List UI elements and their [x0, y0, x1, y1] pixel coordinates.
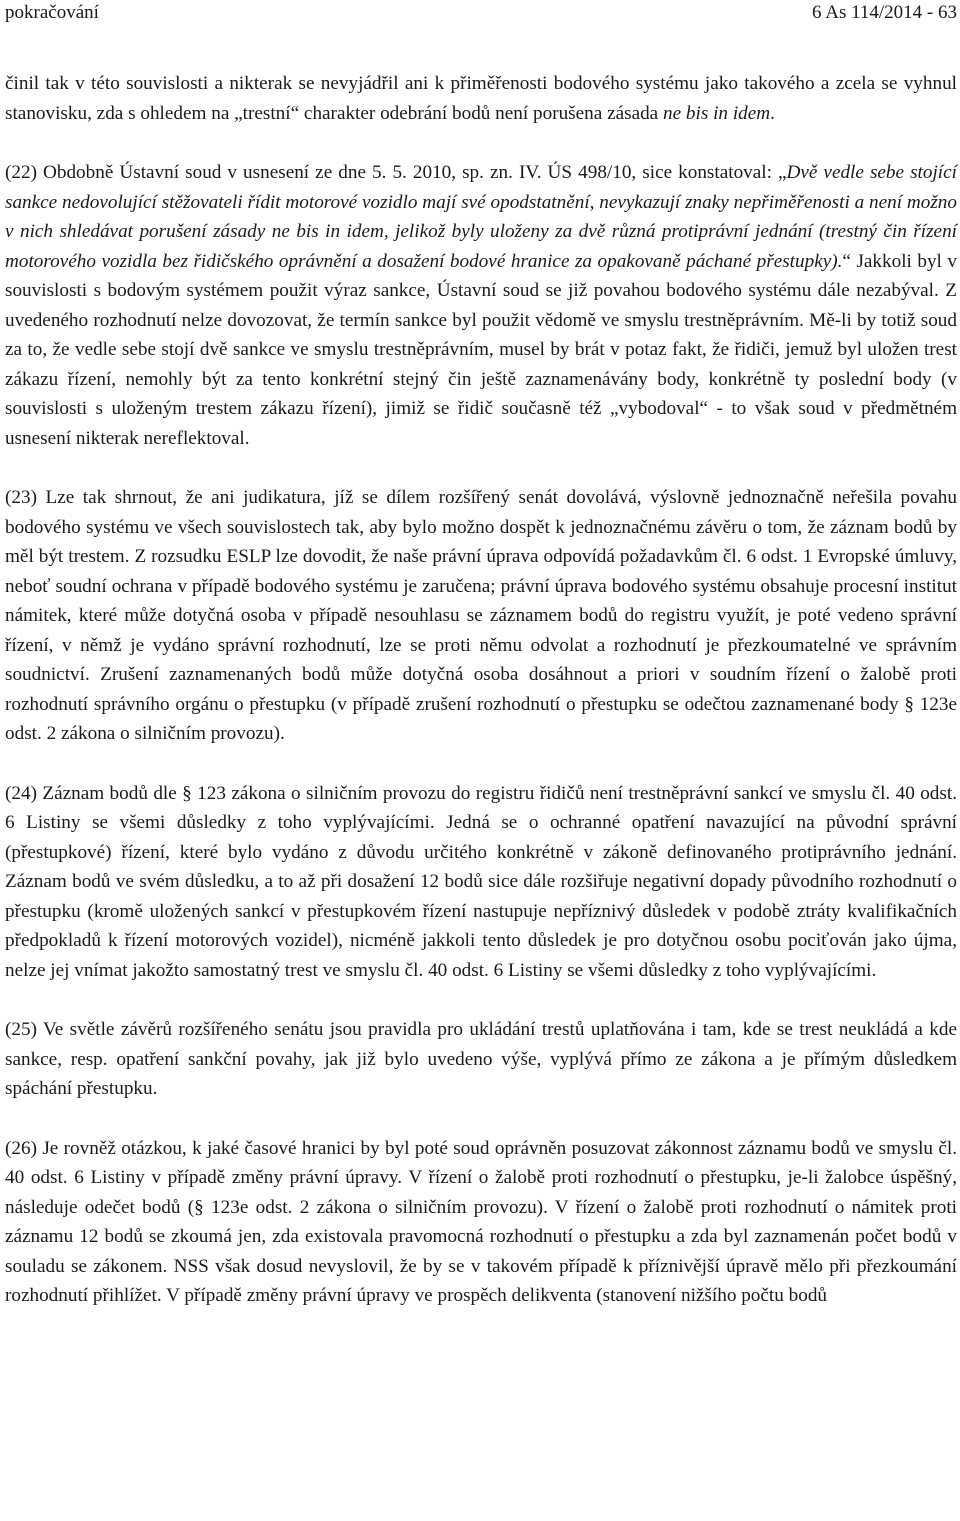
text-run: (22) Obdobně Ústavní soud v usnesení ze dne 5. 5. 2010, sp. zn. IV. ÚS 498/10, sice konstatoval: „ — [5, 162, 787, 183]
header-case-number: 6 As 114/2014 - 63 — [812, 2, 957, 23]
paragraph-continuation — [5, 69, 957, 128]
document-body — [5, 69, 957, 1311]
text-run: (23) Lze tak shrnout, že ani judikatura, jíž se dílem rozšířený senát dovolává, výslovně jednoznačně neřešila povahu bodového systému ve všech souvislostech tak, aby bylo možno dospět k jednoznačnému závěru o tom, že záznam bodů by měl být trestem. Z rozsudku ESLP lze dovodit, že naše právní úprava odpovídá požadavkům čl. 6 odst. 1 Evropské úmluvy, neboť soudní ochrana v případě bodového systému je zaručena; právní úprava bodového systému obsahuje procesní institut námitek, které může dotyčná osoba v případě nesouhlasu se záznamem bodů do registru využít, je poté vedeno správní řízení, v němž je vydáno správní rozhodnutí, lze se proti němu odvolat a rozhodnutí je přezkoumatelné ve správním soudnictví. Zrušení zaznamenaných bodů může dotyčná osoba dosáhnout a priori v soudním řízení o žalobě proti rozhodnutí správního orgánu o přestupku (v případě zrušení rozhodnutí o přestupku se odečtou zaznamenané body § 123e odst. 2 zákona o silničním provozu). — [5, 487, 957, 744]
text-run: (24) Záznam bodů dle § 123 zákona o silničním provozu do registru řidičů není trestněprávní sankcí ve smyslu čl. 40 odst. 6 Listiny se všemi důsledky z toho vyplývajícími. Jedná se o ochranné opatření navazující na původní správní (přestupkové) řízení, které bylo vydáno z důvodu určitého konkrétně v zákoně definovaného protiprávního jednání. Záznam bodů ve svém důsledku, a to až při dosažení 12 bodů sice dále rozšiřuje negativní dopady původního rozhodnutí o přestupku (kromě uložených sankcí v přestupkovém řízení nastupuje nepříznivý důsledek v podobě ztráty kvalifikačních předpokladů k řízení motorových vozidel), nicméně jakkoli tento důsledek je pro dotyčnou osobu pociťován jako újma, nelze jej vnímat jakožto samostatný trest ve smyslu čl. 40 odst. 6 Listiny se všemi důsledky z toho vyplývajícími. — [5, 782, 957, 981]
text-run: . — [770, 102, 775, 124]
paragraph-24 — [5, 779, 957, 986]
text-run: (25) Ve světle závěrů rozšířeného senátu jsou pravidla pro ukládání trestů uplatňována i tam, kde se trest neukládá a kde sankce, resp. opatření sankční povahy, jak již bylo uvedeno výše, vyplývá přímo ze zákona a je přímým důsledkem spáchání přestupku. — [5, 1019, 957, 1099]
paragraph-22 — [5, 158, 957, 453]
italic-text-run: ne bis in idem — [663, 102, 771, 124]
document-page — [5, 0, 957, 1311]
header-continuation-label: pokračování — [5, 2, 99, 23]
text-run: (26) Je rovněž otázkou, k jaké časové hranici by byl poté soud oprávněn posuzovat zákonnost záznamu bodů ve smyslu čl. 40 odst. 6 Listiny v případě změny právní úpravy. V řízení o žalobě proti rozhodnutí o přestupku, je-li žalobce úspěšný, následuje odečet bodů (§ 123e odst. 2 zákona o silničním provozu). V řízení o žalobě proti rozhodnutí o námitek proti záznamu 12 bodů se zkoumá jen, zda existovala pravomocná rozhodnutí o přestupku a zda byl zaznamenán počet bodů v souladu se zákonem. NSS však dosud nevyslovil, že by se v takovém případě k příznivější úpravě mělo při přezkoumání rozhodnutí přihlížet. V případě změny právní úpravy ve prospěch delikventa (stanovení nižšího počtu bodů — [5, 1137, 957, 1306]
paragraph-26 — [5, 1134, 957, 1311]
running-header — [5, 1, 957, 25]
text-run: “ Jakkoli byl v souvislosti s bodovým systémem použit výraz sankce, Ústavní soud se již povahou bodového systému dále nezabýval. Z uvedeného rozhodnutí nelze dovozovat, že termín sankce byl použit vědomě ve smyslu trestněprávním. Mě-li by totiž soud za to, že vedle sebe stojí dvě sankce ve smyslu trestněprávním, musel by brát v potaz fakt, že řidiči, jemuž byl uložen trest zákazu řízení, nemohly být za tento konkrétní stejný čin ještě zaznamenávány body, konkrétně ty poslední body (v souvislosti s uloženým trestem zákazu řízení), jimiž se řidič současně též „vybodoval“ - to však soud v předmětném usnesení nikterak nereflektoval. — [5, 250, 957, 449]
paragraph-25 — [5, 1015, 957, 1104]
paragraph-23 — [5, 483, 957, 749]
text-run: činil tak v této souvislosti a nikterak se nevyjádřil ani k přiměřenosti bodového systému jako takového a zcela se vyhnul stanovisku, zda s ohledem na „trestní“ charakter odebrání bodů není porušena zásada — [5, 73, 957, 124]
italic-text-run: Dvě vedle sebe stojící sankce nedovolující stěžovateli řídit motorové vozidlo mají své opodstatnění, nevykazují znaky nepřiměřenosti a není možno v nich shledávat porušení zásady ne bis in idem, jelikož byly uloženy za dvě různá protiprávní jednání (trestný čin řízení motorového vozidla bez řidičského oprávnění a dosažení bodové hranice za opakovaně páchané přestupky). — [5, 162, 957, 272]
